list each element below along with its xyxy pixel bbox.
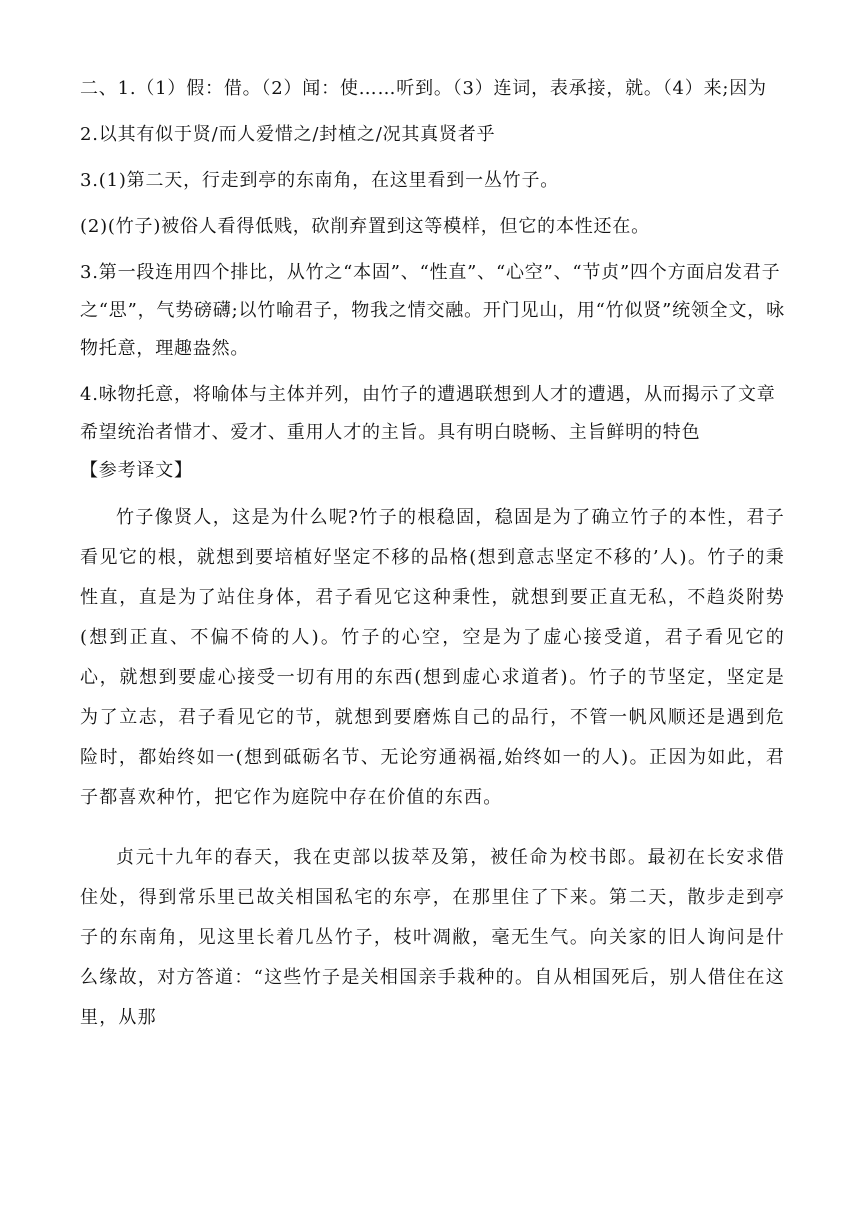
spacer	[80, 490, 785, 498]
answer-line-2: 2.以其有似于贤/而人爱惜之/封植之/况其真贤者乎	[80, 124, 496, 145]
document-content	[80, 70, 785, 1038]
translation-paragraph-2: 贞元十九年的春天，我在吏部以拔萃及第，被任命为校书郎。最初在长安求借住处，得到常乐里已故关相国私宅的东亭，在那里住了下来。第二天，散步走到亭子的东南角，见这里长着几丛竹子，枝叶凋敝，毫无生气。向关家的旧人询问是什么缘故，对方答道：“这些竹子是关相国亲手栽种的。自从相国死后，别人借住在这里，从那	[80, 847, 785, 1028]
spacer	[80, 154, 785, 162]
answer-line-1: 二、1.（1）假：借。（2）闻：使……听到。（3）连词，表承接，就。（4）来;因为	[80, 78, 767, 99]
spacer	[80, 108, 785, 116]
spacer	[80, 246, 785, 254]
answer-line-4: (2)(竹子)被俗人看得低贱，砍削弃置到这等模样，但它的本性还在。	[80, 216, 650, 237]
answer-line-5: 3.第一段连用四个排比，从竹之“本固”、“性直”、“心空”、“节贞”四个方面启发君子之“思”，气势磅礴;以竹喻君子，物我之情交融。开门见山，用“竹似贤”统领全文，咏物托意，理趣盎然。	[80, 262, 785, 359]
spacer	[80, 200, 785, 208]
answer-line-3: 3.(1)第二天，行走到亭的东南角，在这里看到一丛竹子。	[80, 170, 560, 191]
reference-translation-heading: 【参考译文】	[80, 460, 193, 481]
spacer	[80, 818, 785, 838]
answer-line-6: 4.咏物托意，将喻体与主体并列，由竹子的遭遇联想到人才的遭遇，从而揭示了文章希望统治者惜才、爱才、重用人才的主旨。具有明白晓畅、主旨鲜明的特色	[80, 384, 776, 443]
translation-paragraph-1: 竹子像贤人，这是为什么呢?竹子的根稳固，稳固是为了确立竹子的本性，君子看见它的根，就想到要培植好坚定不移的品格(想到意志坚定不移的’人)。竹子的秉性直，直是为了站住身体，君子看见它这种秉性，就想到要正直无私，不趋炎附势(想到正直、不偏不倚的人)。竹子的心空，空是为了虚心接受道，君子看见它的心，就想到要虚心接受一切有用的东西(想到虚心求道者)。竹子的节坚定，坚定是为了立志，君子看见它的节，就想到要磨炼自己的品行，不管一帆风顺还是遇到危险时，都始终如一(想到砥砺名节、无论穷通祸福,始终如一的人)。正因为如此，君子都喜欢种竹，把它作为庭院中存在价值的东西。	[80, 507, 785, 808]
spacer	[80, 368, 785, 376]
